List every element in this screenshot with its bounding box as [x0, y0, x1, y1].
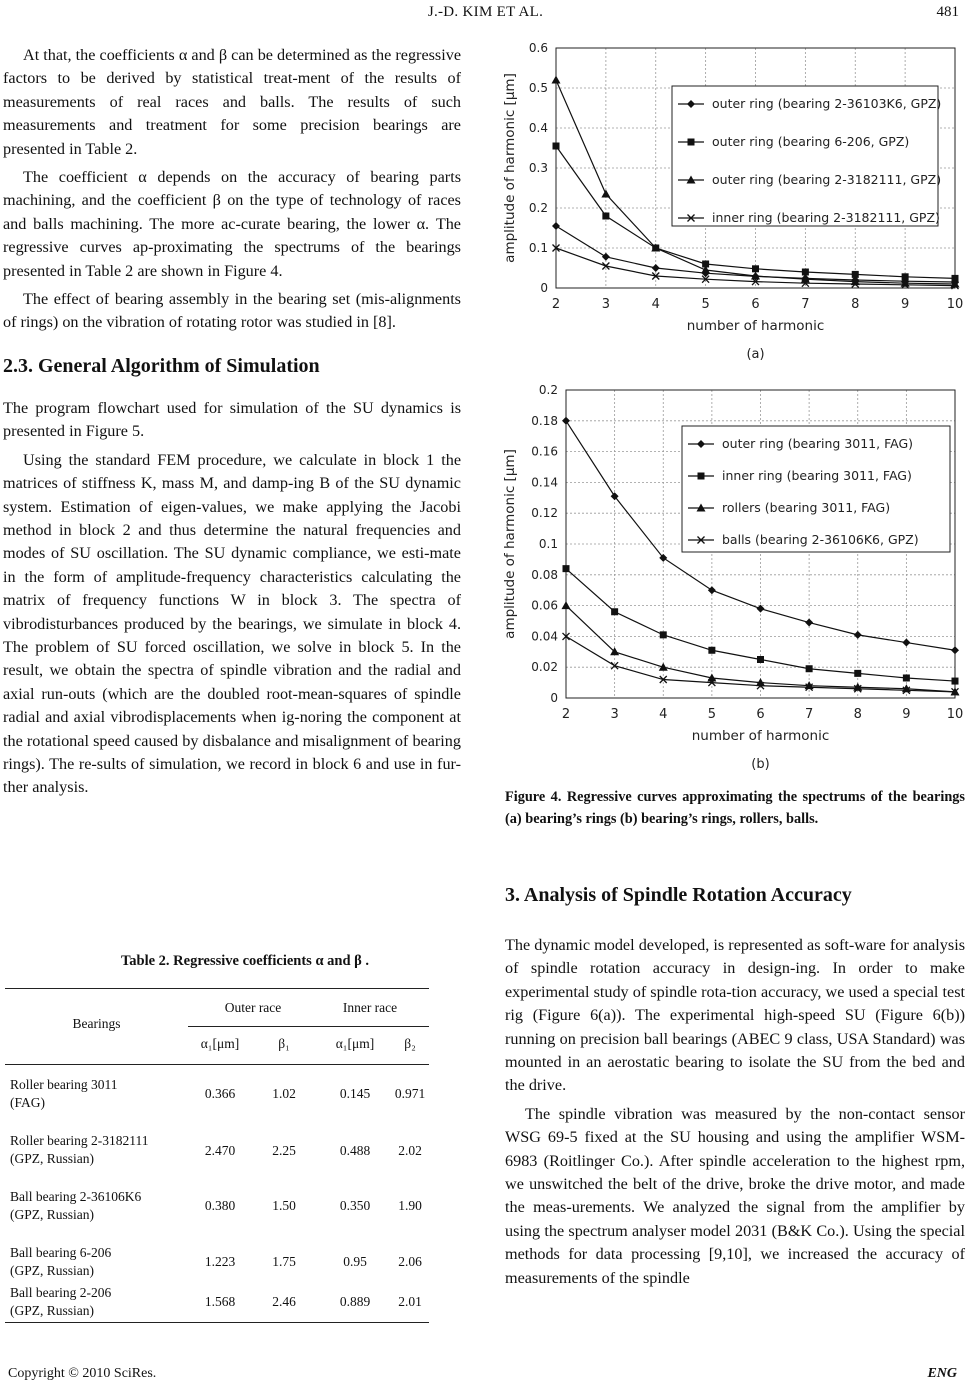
- x-tick-label: 8: [851, 297, 860, 312]
- bearing-name: Ball bearing 2-36106K6: [10, 1189, 142, 1204]
- chart-a: [500, 38, 970, 368]
- legend-entry: rollers (bearing 3011, FAG): [722, 500, 891, 515]
- panel-label: (b): [751, 757, 770, 772]
- data-point: [951, 646, 959, 654]
- header-bearings: Bearings: [72, 1016, 121, 1031]
- x-tick-label: 8: [853, 707, 862, 722]
- legend-entry: outer ring (bearing 2-3182111, GPZ): [712, 172, 942, 187]
- y-tick-label: 0.3: [528, 161, 548, 175]
- y-tick-label: 0: [540, 281, 548, 295]
- x-tick-label: 10: [946, 297, 964, 312]
- page-footer: [8, 1366, 957, 1384]
- data-point: [552, 76, 561, 84]
- header-beta1: β₁: [278, 1036, 290, 1051]
- x-tick-label: 4: [651, 297, 660, 312]
- data-point: [611, 608, 618, 615]
- cell-beta2: 2.02: [398, 1143, 422, 1158]
- paragraph: The effect of bearing assembly in the bearing set (mis-alignments of rings) on the vibration of rotating rotor was studied in [8].: [3, 290, 461, 332]
- chart-b: [500, 378, 970, 776]
- table-row: [10, 1076, 190, 1112]
- cell-alpha1: 1.568: [204, 1294, 236, 1309]
- paragraph: The dynamic model developed, is represented as soft-ware for analysis of spindle rotation accuracy in design-ing. In order to make experimental study of spindle rota-tion accuracy, we used a special test rig (Figure 6(a)). The experimental high-speed SU (Figure 6(b)) running on precision ball bearings (ABEC 9 class, USA Standard) was mounted in an aerostatic bearing to isolate the SU from the bed and the drive.: [505, 936, 965, 1095]
- y-tick-label: 0.16: [531, 444, 558, 459]
- cell-beta1: 1.02: [272, 1086, 296, 1101]
- header-outer-race: Outer race: [224, 1000, 282, 1015]
- cell-alpha1: 1.223: [204, 1254, 236, 1269]
- data-point: [562, 417, 570, 425]
- x-tick-label: 5: [707, 707, 717, 722]
- y-tick-label: 0.04: [531, 629, 558, 644]
- x-tick-label: 5: [701, 297, 710, 312]
- bearing-maker: (GPZ, Russian): [10, 1207, 94, 1222]
- data-point: [752, 265, 759, 272]
- x-tick-label: 7: [801, 297, 810, 312]
- x-axis-label: number of harmonic: [686, 318, 825, 334]
- y-axis-label: amplitude of harmonic [μm]: [502, 449, 518, 639]
- data-point: [854, 670, 861, 677]
- bearing-maker: (GPZ, Russian): [10, 1263, 94, 1278]
- x-tick-label: 3: [601, 297, 611, 312]
- legend-marker: [698, 473, 705, 480]
- x-tick-label: 6: [756, 707, 765, 722]
- journal-abbrev: ENG: [927, 1366, 957, 1381]
- y-tick-label: 0.5: [528, 81, 548, 95]
- bearing-name: Ball bearing 6-206: [10, 1245, 112, 1260]
- x-tick-label: 2: [561, 707, 571, 722]
- bearing-maker: (FAG): [10, 1095, 45, 1110]
- x-tick-label: 7: [804, 707, 814, 722]
- bearing-name: Roller bearing 3011: [10, 1077, 118, 1092]
- y-axis-label: amplitude of harmonic [μm]: [502, 73, 518, 263]
- x-axis-label: number of harmonic: [691, 728, 830, 744]
- bearing-maker: (GPZ, Russian): [10, 1303, 94, 1318]
- bearing-maker: (GPZ, Russian): [10, 1151, 94, 1166]
- data-point: [952, 678, 959, 685]
- data-point: [660, 631, 667, 638]
- panel-label: (a): [746, 347, 765, 362]
- cell-alpha2: 0.350: [339, 1198, 371, 1213]
- data-point: [805, 619, 813, 627]
- cell-beta1: 1.75: [272, 1254, 296, 1269]
- page-number: 481: [936, 4, 959, 20]
- paragraph: Using the standard FEM procedure, we calculate in block 1 the matrices of stiffness K, mass M, and damp-ing B of the SU dynamic system. Estimation of eigen-values, we make applying the Jacobi method in block 2 and thus determine the natural frequencies and modes of SU oscillation. The SU dynamic compliance, we esti-mate in the form of amplitude-frequency characteristics calculating the matrix of frequency functions W in block 3. The spectra of vibrodisturbances produced by the bearings, we simulate in block 4. The problem of SU forced oscillation, we solve in block 5. In the result, we obtain the spectra of spindle vibration and the radial and axial run-outs (which are the doubled root-mean-squares of spindle radial and axial vibrodisplacements when ig-noring the component at the rotational speed caused by disbalance and misalignment of bearing rings). The re-sults of simulation, we record in block 6 and use in fur-ther analysis.: [3, 450, 461, 797]
- legend-entry: balls (bearing 2-36106K6, GPZ): [722, 532, 919, 547]
- cell-beta2: 0.971: [394, 1086, 426, 1101]
- running-header: [0, 4, 971, 30]
- bearing-name: Ball bearing 2-206: [10, 1285, 112, 1300]
- data-point: [854, 631, 862, 639]
- x-tick-label: 9: [900, 297, 910, 312]
- data-point: [757, 656, 764, 663]
- data-point: [563, 565, 570, 572]
- x-tick-label: 9: [902, 707, 911, 722]
- section-heading: 3. Analysis of Spindle Rotation Accuracy: [505, 884, 852, 906]
- paragraph: At that, the coefficients α and β can be determined as the regressive factors to be derived by statistical treat-ment of the results of measurements of real races and balls. The results of such measurements and treatment for some precision bearings are presented in Table 2.: [3, 46, 461, 158]
- y-tick-label: 0.1: [538, 537, 558, 551]
- data-point: [708, 586, 716, 594]
- data-point: [601, 190, 610, 198]
- data-point: [553, 143, 560, 150]
- x-tick-label: 3: [610, 707, 619, 722]
- data-point: [852, 271, 859, 278]
- data-point: [552, 222, 560, 230]
- header-authors: J.-D. KIM ET AL.: [427, 4, 544, 20]
- header-alpha1: α₁[μm]: [200, 1036, 240, 1051]
- data-point: [562, 601, 571, 609]
- cell-alpha2: 0.488: [339, 1143, 371, 1158]
- data-point: [652, 264, 660, 272]
- data-point: [602, 253, 610, 261]
- section-heading: 2.3. General Algorithm of Simulation: [3, 354, 320, 377]
- y-tick-label: 0.2: [528, 201, 548, 215]
- header-beta2: β₂: [404, 1036, 416, 1051]
- cell-beta2: 1.90: [398, 1198, 422, 1213]
- header-alpha2: α₁[μm]: [335, 1036, 375, 1051]
- y-tick-label: 0.4: [528, 121, 548, 135]
- legend-entry: outer ring (bearing 3011, FAG): [722, 436, 914, 451]
- table-caption: Table 2. Regressive coefficients α and β .: [120, 953, 370, 969]
- paragraph: The spindle vibration was measured by the non-contact sensor WSG 69-5 fixed at the SU housing and using the amplifier WSM-6983 (Roitlinger Co.). After spindle acceleration to the highest rpm, we unswitched the belt of the drive, broke the drive motor, and made the meas-urements. We analyzed the signal from the amplifier by using the spectrum analyser model 2031 (B&K Co.). Using the special methods for data processing [9,10], we increased the accuracy of measurements of the spindle: [505, 1104, 965, 1287]
- data-point: [903, 674, 910, 681]
- y-tick-label: 0.18: [531, 413, 558, 428]
- legend-entry: inner ring (bearing 2-3182111, GPZ): [712, 210, 940, 225]
- x-tick-label: 6: [751, 297, 760, 312]
- table-row: [10, 1244, 190, 1280]
- cell-beta1: 2.46: [272, 1294, 296, 1309]
- copyright: Copyright © 2010 SciRes.: [8, 1366, 157, 1381]
- cell-beta2: 2.06: [398, 1254, 422, 1269]
- x-tick-label: 4: [659, 707, 668, 722]
- y-tick-label: 0.08: [531, 567, 558, 582]
- cell-alpha2: 0.889: [339, 1294, 371, 1309]
- paragraph: The program flowchart used for simulation of the SU dynamics is presented in Figure 5.: [3, 398, 461, 441]
- data-point: [602, 213, 609, 220]
- table-row: [10, 1132, 190, 1168]
- data-point: [708, 647, 715, 654]
- y-tick-label: 0: [550, 691, 558, 705]
- cell-alpha2: 0.145: [339, 1086, 371, 1101]
- coefficient-table: [5, 988, 429, 1324]
- data-point: [902, 639, 910, 647]
- legend-marker: [688, 139, 695, 146]
- cell-alpha2: 0.95: [343, 1254, 367, 1269]
- figure-caption: Figure 4. Regressive curves approximating the spectrums of the bearings (a) bearing’s rings (b) bearing’s rings, rollers, balls.: [505, 789, 965, 827]
- header-inner-race: Inner race: [342, 1000, 398, 1015]
- y-tick-label: 0.12: [531, 506, 558, 521]
- y-tick-label: 0.14: [531, 475, 558, 490]
- table-row: [10, 1284, 190, 1320]
- legend-entry: inner ring (bearing 3011, FAG): [722, 468, 912, 483]
- data-point: [802, 269, 809, 276]
- data-point: [806, 665, 813, 672]
- cell-beta1: 1.50: [272, 1198, 296, 1213]
- paragraph: The coefficient α depends on the accuracy of bearing parts machining, and the coefficient β on the type of technology of races and balls machining. The more ac-curate bearing, the lower α. The regressive curves ap-proximating the spectrums of the bearings presented in Table 2 are shown in Figure 4.: [3, 168, 461, 280]
- left-column: [3, 44, 461, 805]
- cell-alpha1: 0.366: [204, 1086, 236, 1101]
- table-row: [10, 1188, 190, 1224]
- cell-alpha1: 0.380: [204, 1198, 236, 1213]
- cell-alpha1: 2.470: [204, 1143, 236, 1158]
- series-line: [566, 569, 955, 681]
- legend-entry: outer ring (bearing 6-206, GPZ): [712, 134, 910, 149]
- bearing-name: Roller bearing 2-3182111: [10, 1133, 149, 1148]
- x-tick-label: 10: [946, 707, 964, 722]
- y-tick-label: 0.06: [531, 598, 558, 613]
- right-column: [505, 882, 965, 1295]
- cell-beta1: 2.25: [272, 1143, 296, 1158]
- x-tick-label: 2: [551, 297, 561, 312]
- y-tick-label: 0.02: [531, 660, 558, 675]
- legend-entry: outer ring (bearing 2-36103K6, GPZ): [712, 96, 942, 111]
- cell-beta2: 2.01: [398, 1294, 422, 1309]
- y-tick-label: 0.6: [528, 41, 548, 55]
- y-tick-label: 0.2: [538, 383, 558, 397]
- y-tick-label: 0.1: [528, 241, 548, 255]
